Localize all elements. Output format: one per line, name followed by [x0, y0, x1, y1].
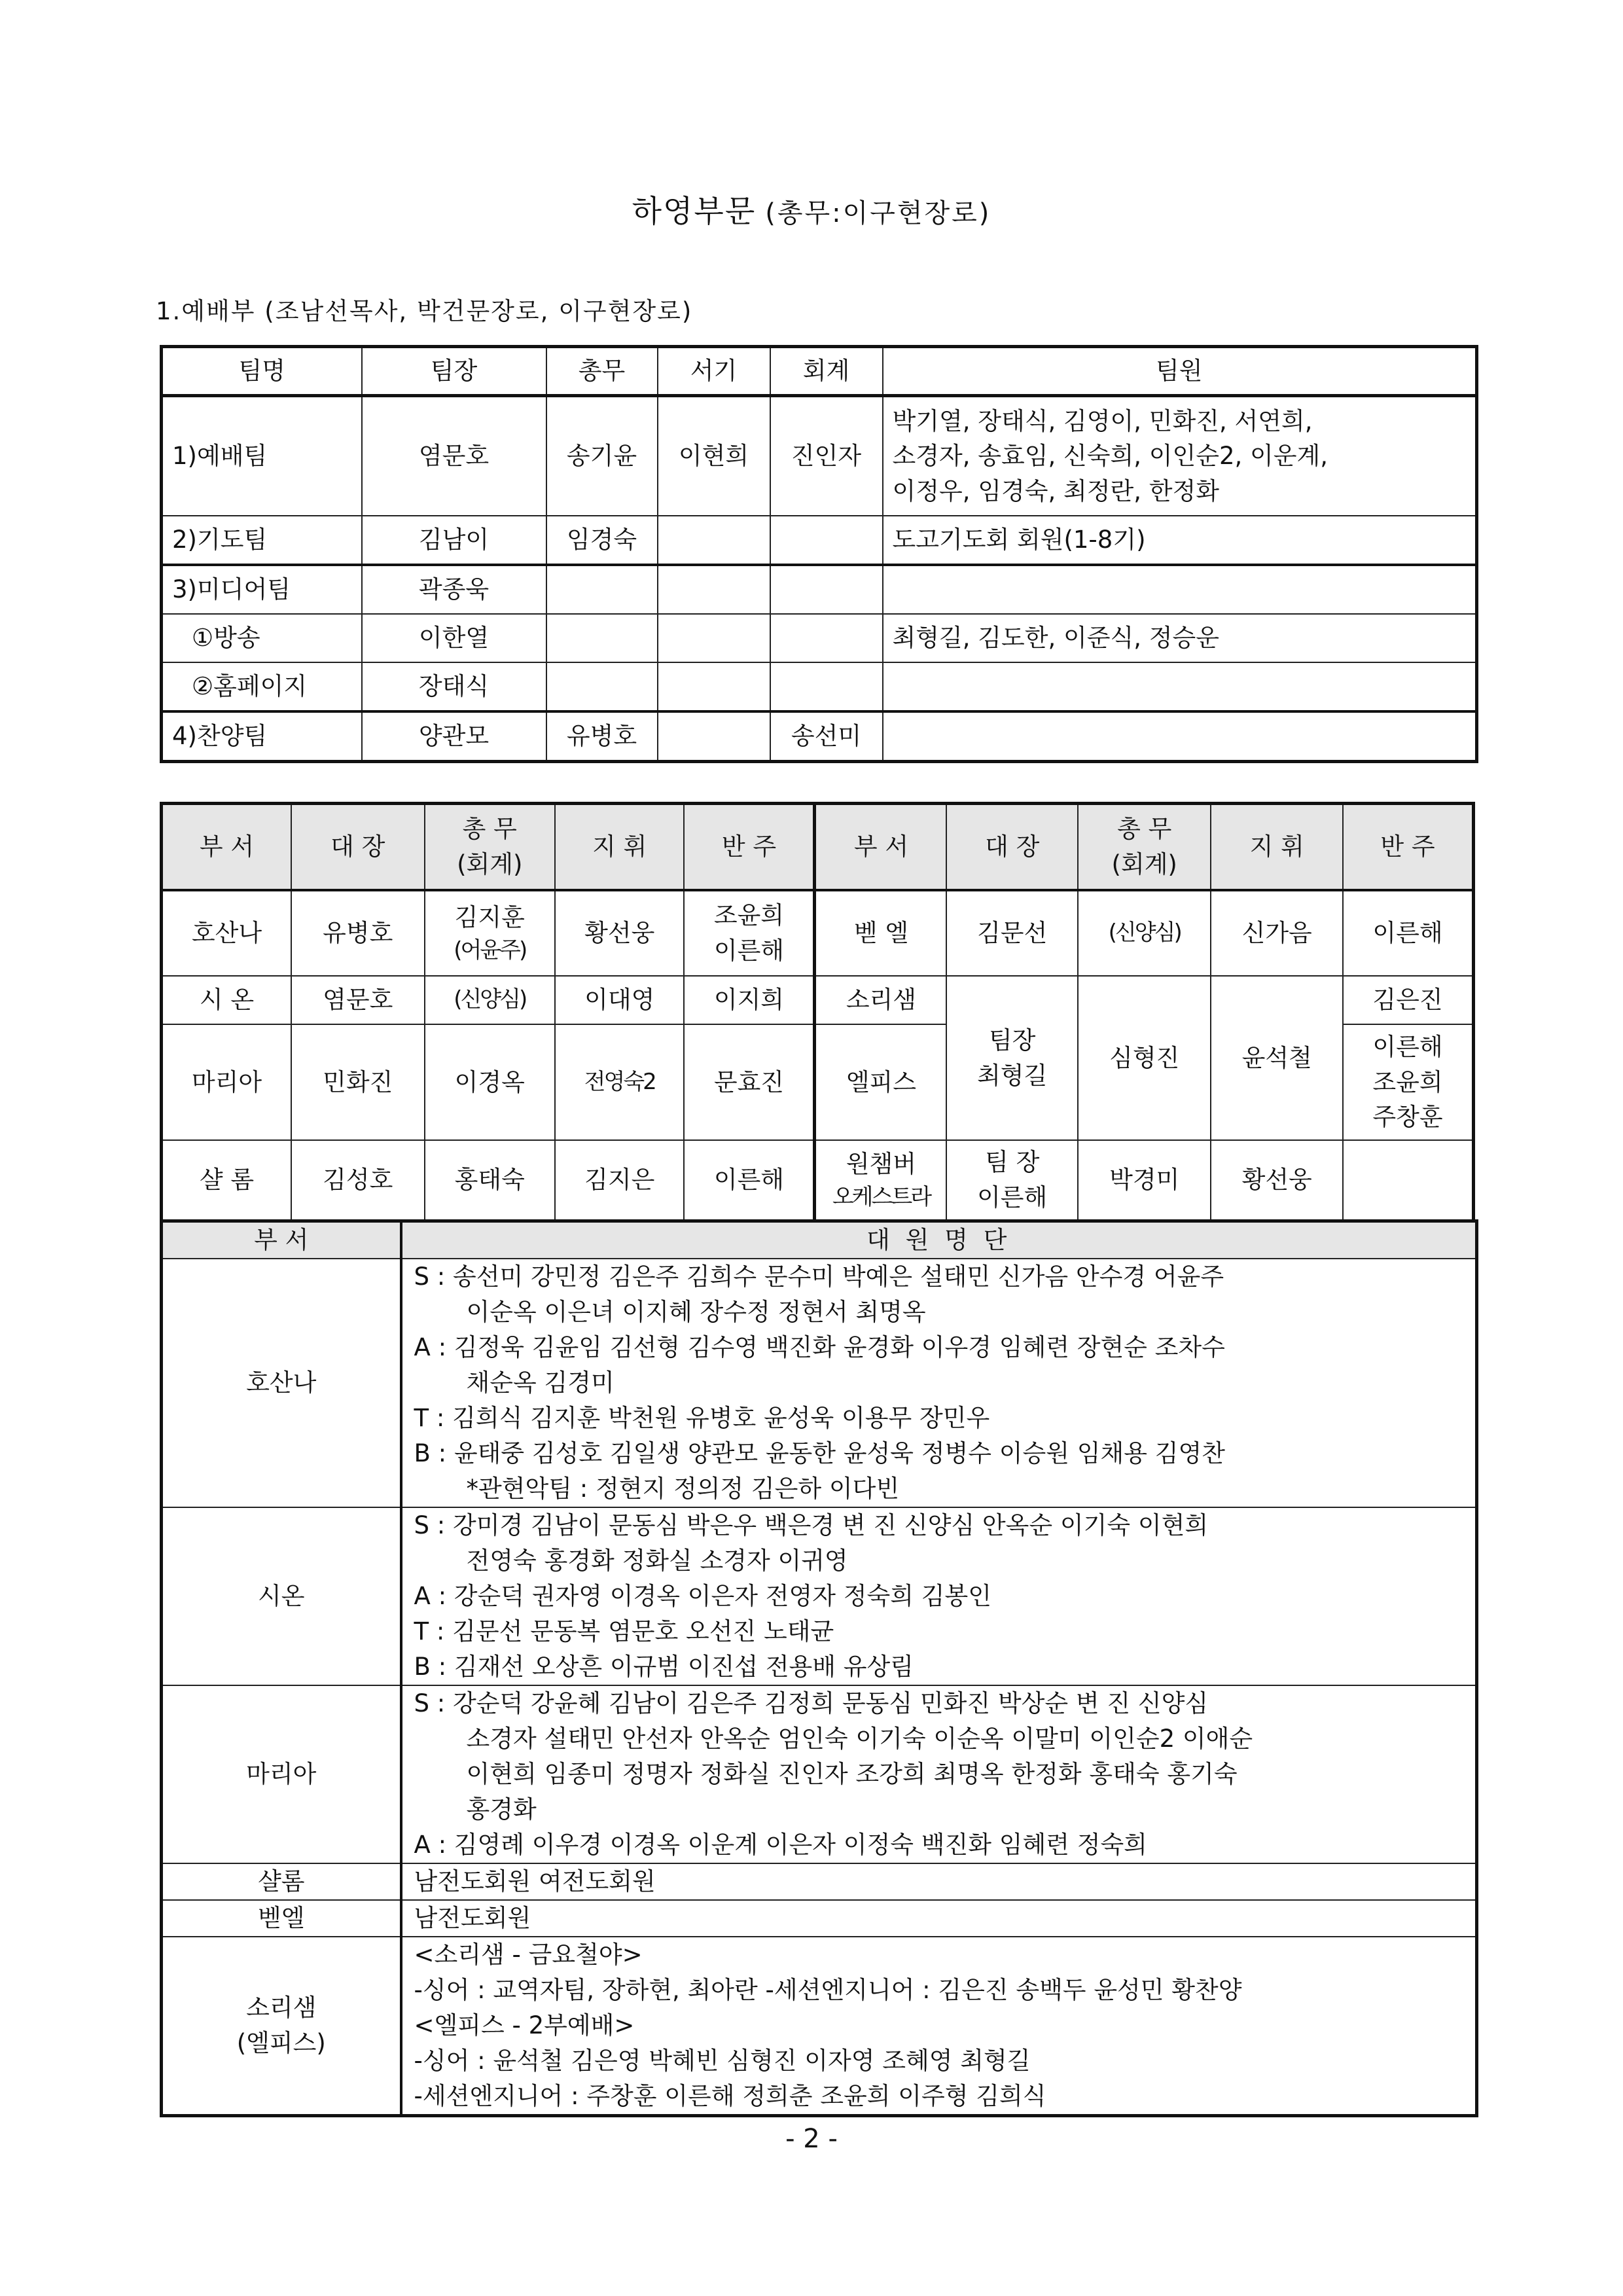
table-row — [162, 890, 1474, 976]
choir-captain — [946, 1140, 1078, 1221]
choir-dept: 소리샘 — [815, 976, 947, 1024]
roster-line: 채순옥 김경미 — [466, 1368, 615, 1397]
table-row — [162, 1140, 1474, 1221]
roster-line: A : 김영례 이우경 이경옥 이운계 이은자 이정숙 백진화 임혜련 정숙희 — [414, 1830, 1147, 1859]
header-dept: 부 서 — [815, 804, 947, 891]
table-row — [162, 662, 1477, 711]
choir-dept — [815, 1140, 947, 1221]
choir-accompanist-line: 이른해 — [713, 937, 785, 965]
team-members: 도고기도회 회원(1-8기) — [883, 516, 1477, 565]
choir-accompanist-line: 주창훈 — [1372, 1103, 1443, 1132]
roster-list — [401, 1900, 1477, 1937]
table-row — [162, 1259, 1477, 1507]
header-conductor: 지 휘 — [555, 804, 684, 891]
choir-captain: 유병호 — [291, 890, 425, 976]
members-line: 소경자, 송효임, 신숙희, 이인순2, 이운계, — [892, 442, 1329, 471]
team-name: 3)미디어팀 — [162, 565, 362, 614]
choir-conductor: 이대영 — [555, 976, 684, 1024]
table-row — [162, 976, 1474, 1024]
choir-sg: (신양심) — [1078, 890, 1211, 976]
header-team-name: 팀명 — [162, 347, 362, 396]
header-sg-line2: (회계) — [1111, 850, 1177, 878]
team-name: ②홈페이지 — [162, 662, 362, 711]
roster-line: S : 강순덕 강윤혜 김남이 김은주 김정희 문동심 민화진 박상순 변 진 신양심 — [414, 1689, 1209, 1717]
title-sub: (총무:이구현장로) — [765, 198, 991, 228]
roster-list — [401, 1937, 1477, 2116]
roster-dept: 벧엘 — [162, 1900, 401, 1937]
header-dept: 부 서 — [162, 804, 291, 891]
choir-captain-line: 최형길 — [977, 1061, 1048, 1090]
header-accompanist: 반 주 — [1343, 804, 1474, 891]
choir-captain-line: 팀장 — [988, 1026, 1036, 1054]
members-line: 이정우, 임경숙, 최정란, 한정화 — [892, 476, 1219, 505]
table-row — [162, 1863, 1477, 1900]
team-treasurer: 송선미 — [770, 711, 883, 762]
team-leader: 염문호 — [362, 396, 546, 516]
team-secretary-general — [546, 614, 658, 662]
roster-line: 남전도회원 — [414, 1903, 531, 1932]
roster-line: T : 김희식 김지훈 박천원 유병호 윤성욱 이용무 장민우 — [414, 1403, 990, 1432]
roster-line: B : 윤태중 김성호 김일생 양관모 윤동한 윤성욱 정병수 이승원 임채용 김영찬 — [414, 1439, 1225, 1467]
header-dept: 부 서 — [162, 1221, 401, 1259]
team-clerk — [658, 565, 770, 614]
choir-header-row — [162, 804, 1474, 891]
roster-line: 홍경화 — [466, 1795, 537, 1823]
team-leader: 양관모 — [362, 711, 546, 762]
roster-line: B : 김재선 오상흔 이규범 이진섭 전용배 유상림 — [414, 1652, 914, 1681]
roster-line: 남전도회원 여전도회원 — [414, 1867, 656, 1895]
team-name: 4)찬양팀 — [162, 711, 362, 762]
header-members: 팀원 — [883, 347, 1477, 396]
choir-dept: 시 온 — [162, 976, 291, 1024]
choir-sg: 홍태숙 — [425, 1140, 555, 1221]
header-secretary-general: 총무 — [546, 347, 658, 396]
team-leader: 곽종욱 — [362, 565, 546, 614]
team-leader: 김남이 — [362, 516, 546, 565]
team-secretary-general — [546, 565, 658, 614]
team-treasurer — [770, 516, 883, 565]
roster-line: A : 강순덕 권자영 이경옥 이은자 전영자 정숙희 김봉인 — [414, 1581, 991, 1610]
team-name: 2)기도팀 — [162, 516, 362, 565]
table-row — [162, 1685, 1477, 1863]
choir-accompanist: 이른해 — [684, 1140, 814, 1221]
choir-captain: 김성호 — [291, 1140, 425, 1221]
table-row — [162, 1900, 1477, 1937]
roster-line: -싱어 : 윤석철 김은영 박혜빈 심형진 이자영 조혜영 최형길 — [414, 2046, 1031, 2075]
team-treasurer — [770, 614, 883, 662]
choir-captain: 염문호 — [291, 976, 425, 1024]
choir-conductor: 황선웅 — [555, 890, 684, 976]
title-main: 하영부문 — [632, 194, 757, 230]
header-sg-line1: 총 무 — [1117, 815, 1172, 844]
header-captain: 대 장 — [946, 804, 1078, 891]
team-secretary-general — [546, 662, 658, 711]
roster-list — [401, 1507, 1477, 1685]
choir-sg — [425, 890, 555, 976]
roster-header-row — [162, 1221, 1477, 1259]
header-sg — [1078, 804, 1211, 891]
choir-accompanist-line: 조윤희 — [1372, 1067, 1443, 1096]
team-clerk — [658, 711, 770, 762]
choir-captain: 김문선 — [946, 890, 1078, 976]
roster-line: 소경자 설태민 안선자 안옥순 엄인숙 이기숙 이순옥 이말미 이인순2 이애순 — [466, 1724, 1253, 1753]
choir-sg: 심형진 — [1078, 976, 1211, 1140]
page-title — [0, 187, 1623, 231]
table-row — [162, 1937, 1477, 2116]
team-name: 1)예배팀 — [162, 396, 362, 516]
team-secretary-general: 유병호 — [546, 711, 658, 762]
team-leader: 장태식 — [362, 662, 546, 711]
team-treasurer: 진인자 — [770, 396, 883, 516]
roster-list — [401, 1685, 1477, 1863]
header-clerk: 서기 — [658, 347, 770, 396]
choir-dept: 샬 롬 — [162, 1140, 291, 1221]
section-heading: 1.예배부 (조남선목사, 박건문장로, 이구현장로) — [156, 297, 693, 325]
header-accompanist: 반 주 — [684, 804, 814, 891]
roster-line: *관현악팀 : 정현지 정의정 김은하 이다빈 — [466, 1474, 900, 1503]
teams-table — [160, 345, 1478, 763]
roster-line: 이순옥 이은녀 이지혜 장수정 정현서 최명옥 — [466, 1297, 926, 1326]
choir-sg: (신양심) — [425, 976, 555, 1024]
choir-accompanist — [1343, 1024, 1474, 1140]
choir-accompanist — [1343, 1140, 1474, 1221]
choir-accompanist — [684, 890, 814, 976]
roster-table — [160, 1219, 1478, 2117]
choir-conductor: 김지은 — [555, 1140, 684, 1221]
table-row — [162, 565, 1477, 614]
choir-accompanist: 문효진 — [684, 1024, 814, 1140]
header-captain: 대 장 — [291, 804, 425, 891]
team-members — [883, 711, 1477, 762]
team-members: 최형길, 김도한, 이준식, 정승운 — [883, 614, 1477, 662]
header-treasurer: 회계 — [770, 347, 883, 396]
choir-dept: 호산나 — [162, 890, 291, 976]
roster-line: S : 강미경 김남이 문동심 박은우 백은경 변 진 신양심 안옥순 이기숙 이현희 — [414, 1511, 1209, 1539]
choir-sg-line: 김지훈 — [454, 903, 525, 931]
header-sg-line1: 총 무 — [462, 815, 517, 844]
roster-list — [401, 1863, 1477, 1900]
choir-sg-line: (어윤주) — [454, 937, 526, 964]
choir-captain — [946, 976, 1078, 1140]
table-row — [162, 396, 1477, 516]
team-treasurer — [770, 662, 883, 711]
choir-accompanist-line: 이른해 — [1372, 1033, 1443, 1062]
team-clerk — [658, 662, 770, 711]
team-clerk — [658, 516, 770, 565]
header-conductor: 지 휘 — [1211, 804, 1343, 891]
choir-conductor: 전영숙2 — [555, 1024, 684, 1140]
choir-accompanist: 이른해 — [1343, 890, 1474, 976]
roster-line: 전영숙 홍경화 정화실 소경자 이귀영 — [466, 1546, 848, 1575]
choir-conductor: 윤석철 — [1211, 976, 1343, 1140]
team-members — [883, 565, 1477, 614]
roster-line: -싱어 : 교역자팀, 장하현, 최아란 -세션엔지니어 : 김은진 송백두 윤성민 황찬양 — [414, 1975, 1242, 2004]
roster-line: T : 김문선 문동복 염문호 오선진 노태균 — [414, 1617, 834, 1645]
team-members — [883, 396, 1477, 516]
choir-sg: 이경옥 — [425, 1024, 555, 1140]
roster-list — [401, 1259, 1477, 1507]
roster-line: A : 김정욱 김윤임 김선형 김수영 백진화 윤경화 이우경 임혜련 장현순 조차수 — [414, 1333, 1225, 1361]
choir-sg: 박경미 — [1078, 1140, 1211, 1221]
choir-dept: 엘피스 — [815, 1024, 947, 1140]
roster-line: -세션엔지니어 : 주창훈 이른해 정희춘 조윤희 이주형 김희식 — [414, 2081, 1046, 2110]
choir-captain-line: 팀 장 — [985, 1148, 1040, 1177]
team-clerk: 이현희 — [658, 396, 770, 516]
choir-dept: 마리아 — [162, 1024, 291, 1140]
roster-dept: 샬롬 — [162, 1863, 401, 1900]
choir-captain: 민화진 — [291, 1024, 425, 1140]
choir-conductor: 황선웅 — [1211, 1140, 1343, 1221]
header-sg-line2: (회계) — [457, 850, 523, 878]
choir-accompanist-line: 조윤희 — [713, 901, 785, 930]
choir-dept-line: 원챔버 — [846, 1149, 917, 1178]
roster-dept: 마리아 — [162, 1685, 401, 1863]
header-leader: 팀장 — [362, 347, 546, 396]
roster-dept: 시온 — [162, 1507, 401, 1685]
team-secretary-general: 송기윤 — [546, 396, 658, 516]
team-members — [883, 662, 1477, 711]
roster-line: <소리샘 - 금요철야> — [414, 1940, 643, 1969]
team-name: ①방송 — [162, 614, 362, 662]
roster-line: <엘피스 - 2부예배> — [414, 2011, 635, 2039]
team-secretary-general: 임경숙 — [546, 516, 658, 565]
choir-dept-line: 오케스트라 — [832, 1184, 931, 1211]
choir-conductor: 신가음 — [1211, 890, 1343, 976]
roster-dept: 소리샘 (엘피스) — [162, 1937, 401, 2116]
teams-header-row — [162, 347, 1477, 396]
choir-accompanist: 김은진 — [1343, 976, 1474, 1024]
header-sg — [425, 804, 555, 891]
roster-dept: 호산나 — [162, 1259, 401, 1507]
choir-accompanist: 이지희 — [684, 976, 814, 1024]
roster-line: S : 송선미 강민정 김은주 김희수 문수미 박예은 설태민 신가음 안수경 어윤주 — [414, 1262, 1224, 1291]
table-row — [162, 516, 1477, 565]
team-clerk — [658, 614, 770, 662]
roster-body — [162, 1259, 1477, 2116]
members-line: 박기열, 장태식, 김영이, 민화진, 서연희, — [892, 406, 1313, 435]
page-number: - 2 - — [785, 2124, 838, 2154]
choir-captain-line: 이른해 — [977, 1183, 1048, 1211]
table-row — [162, 614, 1477, 662]
table-row — [162, 1507, 1477, 1685]
choir-dept: 벧 엘 — [815, 890, 947, 976]
table-row — [162, 711, 1477, 762]
roster-line: 이현희 임종미 정명자 정화실 진인자 조강희 최명옥 한정화 홍태숙 홍기숙 — [466, 1759, 1238, 1788]
header-roster: 대 원 명 단 — [401, 1221, 1477, 1259]
team-leader: 이한열 — [362, 614, 546, 662]
choir-table — [160, 802, 1475, 1223]
team-treasurer — [770, 565, 883, 614]
